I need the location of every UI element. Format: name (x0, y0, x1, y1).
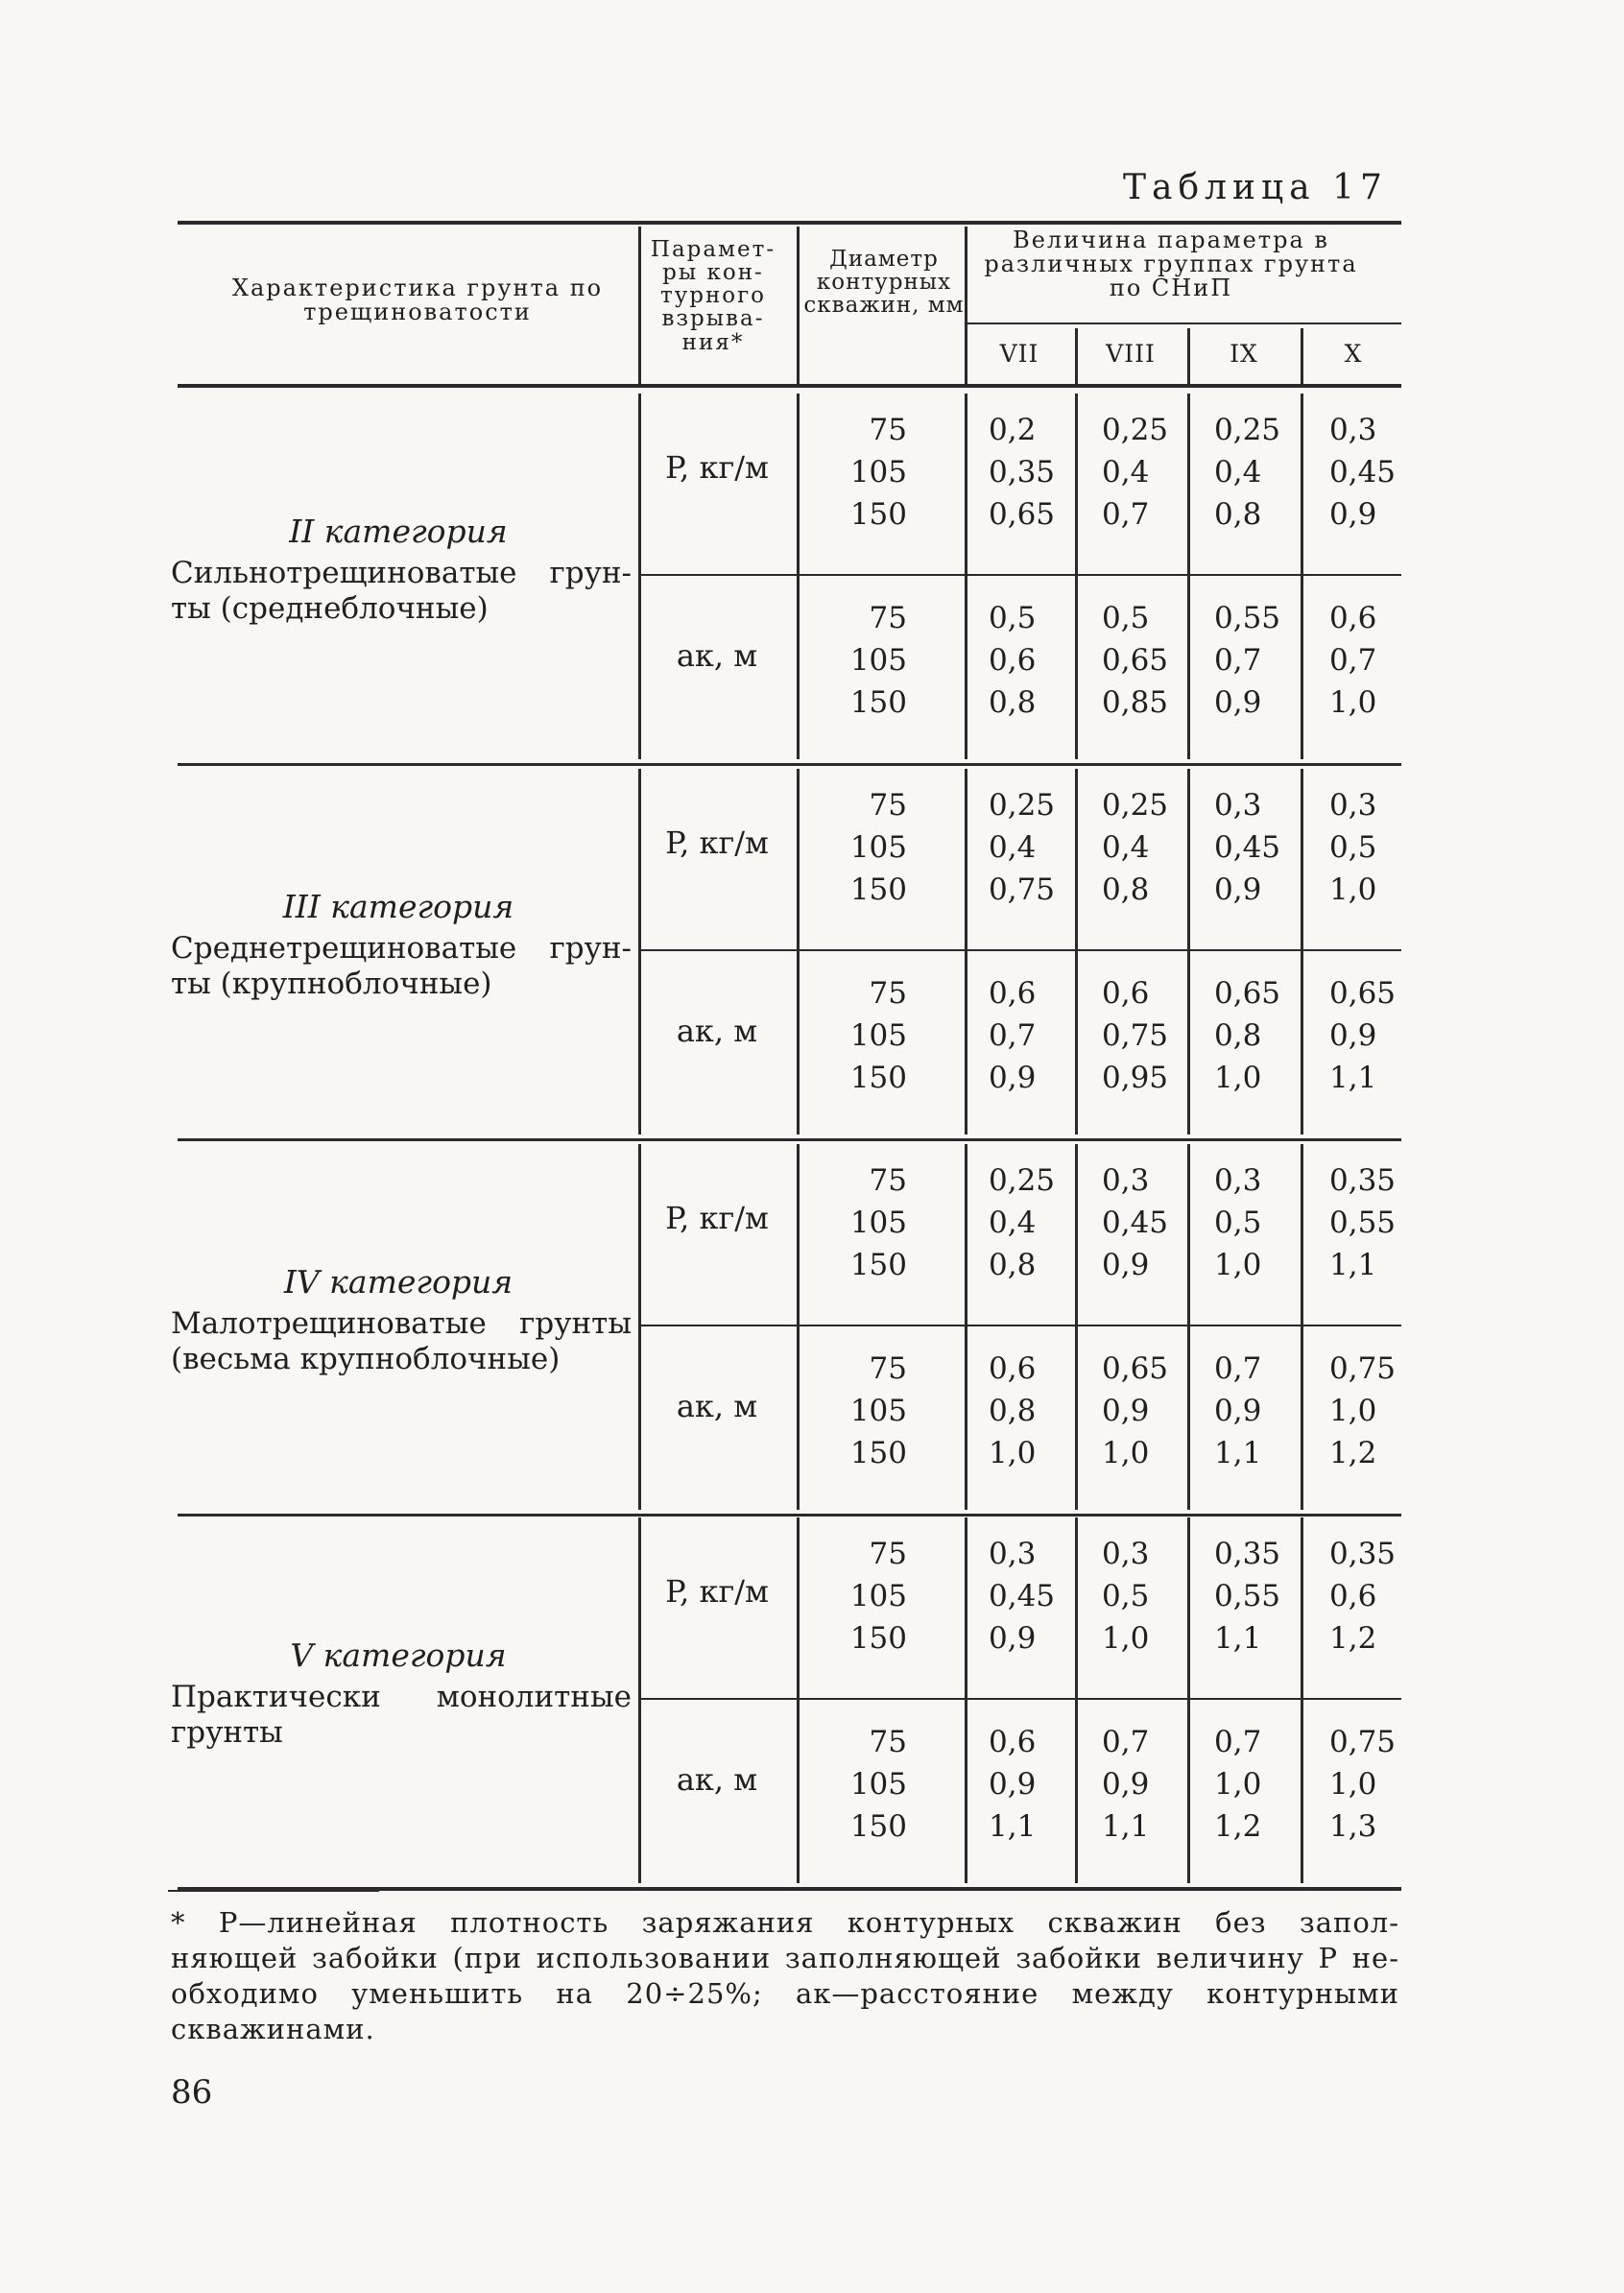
column-rule (965, 227, 967, 384)
value-cell: 0,45 (1214, 830, 1281, 865)
diameter-cell: 150 (849, 1621, 907, 1656)
column-rule (638, 1144, 641, 1510)
value-cell: 1,2 (1329, 1436, 1377, 1470)
value-cell: 0,65 (1102, 643, 1169, 678)
value-column (1329, 1721, 1425, 1848)
column-rule (1075, 328, 1078, 384)
value-column (1329, 1348, 1425, 1474)
value-cell: 0,6 (989, 643, 1037, 678)
value-cell: 0,45 (989, 1579, 1056, 1613)
value-cell: 0,9 (989, 1061, 1037, 1095)
diameter-cell: 150 (849, 1248, 907, 1282)
diameter-cell: 75 (869, 413, 907, 447)
value-column (1102, 784, 1198, 911)
value-cell: 0,3 (989, 1537, 1037, 1571)
column-rule (797, 769, 800, 1135)
column-rule (638, 1517, 641, 1883)
diameter-cell: 75 (869, 1537, 907, 1571)
group-label: VIII (1106, 340, 1156, 368)
column-rule (1301, 328, 1303, 384)
value-cell: 0,6 (1329, 1579, 1377, 1613)
value-cell: 0,9 (1102, 1248, 1150, 1282)
value-cell: 0,75 (1102, 1018, 1169, 1053)
category-description-line: Сильнотрещиноватые грун- (171, 556, 632, 590)
category-description-line: грунты (171, 1715, 283, 1751)
value-cell: 0,9 (1214, 1394, 1262, 1428)
value-cell: 1,2 (1329, 1621, 1377, 1656)
value-column (989, 784, 1085, 911)
value-cell: 1,1 (1214, 1621, 1262, 1656)
category-description-line: Среднетрещиноватые грун- (171, 931, 632, 966)
value-cell: 0,6 (989, 1351, 1037, 1386)
value-column (1214, 784, 1310, 911)
value-cell: 1,0 (989, 1436, 1037, 1470)
subgroup-rule (638, 1698, 1401, 1700)
diameter-cell: 105 (849, 1579, 907, 1613)
value-cell: 1,0 (1214, 1061, 1262, 1095)
column-rule (797, 227, 800, 384)
value-cell: 0,6 (989, 976, 1037, 1011)
value-cell: 1,1 (1214, 1436, 1262, 1470)
value-cell: 0,5 (1214, 1206, 1262, 1240)
value-cell: 0,9 (1102, 1767, 1150, 1802)
value-column (1102, 1348, 1198, 1474)
value-column (1329, 1159, 1425, 1286)
footnote (171, 1905, 1399, 2047)
value-cell: 0,25 (1102, 413, 1169, 447)
value-cell: 0,7 (1329, 643, 1377, 678)
value-column (1329, 972, 1425, 1099)
value-cell: 0,45 (1329, 455, 1397, 490)
value-cell: 0,5 (989, 601, 1037, 635)
diameter-cell: 150 (849, 1061, 907, 1095)
value-cell: 0,45 (1102, 1206, 1169, 1240)
value-column (989, 597, 1085, 724)
category-description (171, 556, 632, 627)
diameter-cell: 105 (849, 830, 907, 865)
value-column (1214, 1533, 1310, 1660)
value-cell: 0,7 (989, 1018, 1037, 1053)
diameter-cell: 75 (869, 976, 907, 1011)
column-rule (797, 394, 800, 759)
header-bottom-rule (178, 384, 1401, 388)
value-column (1102, 1159, 1198, 1286)
value-column (1102, 409, 1198, 536)
group-label: X (1344, 340, 1363, 368)
value-cell: 1,0 (1102, 1436, 1150, 1470)
value-cell: 1,1 (1102, 1809, 1150, 1844)
value-cell: 0,25 (1102, 788, 1169, 823)
subgroup-rule (638, 1325, 1401, 1326)
param-label: P, кг/м (665, 1200, 769, 1236)
diameter-cell: 105 (849, 643, 907, 678)
value-cell: 0,9 (1214, 872, 1262, 907)
header-sub-rule (965, 322, 1401, 324)
header-value: Величина параметра в различных группах грунта по СНиП (984, 227, 1358, 302)
diameter-cell: 75 (869, 788, 907, 823)
footnote-line: няющей забойки (при использовании заполняющей забойки величину P не- (171, 1942, 1399, 1974)
value-cell: 0,95 (1102, 1061, 1169, 1095)
value-cell: 0,6 (1102, 976, 1150, 1011)
value-cell: 1,0 (1329, 685, 1377, 720)
param-label: P, кг/м (665, 449, 769, 486)
footnote-line: скважинами. (171, 2013, 375, 2045)
value-cell: 1,1 (989, 1809, 1037, 1844)
value-cell: 0,5 (1102, 601, 1150, 635)
value-cell: 0,9 (1329, 497, 1377, 532)
value-cell: 0,3 (1102, 1163, 1150, 1198)
footnote-line: * P—линейная плотность заряжания контурных скважин без запол- (171, 1906, 1399, 1939)
diameter-values (801, 1159, 907, 1286)
diameter-cell: 75 (869, 1163, 907, 1198)
value-cell: 1,0 (1329, 1767, 1377, 1802)
value-cell: 1,1 (1329, 1248, 1377, 1282)
value-cell: 0,85 (1102, 685, 1169, 720)
value-cell: 0,4 (1102, 830, 1150, 865)
value-column (1102, 1533, 1198, 1660)
value-column (1102, 1721, 1198, 1848)
value-column (1214, 1159, 1310, 1286)
header-params: Парамет-ры кон-турного взрыва-ния* (650, 237, 776, 355)
value-cell: 0,8 (1214, 1018, 1262, 1053)
value-column (1102, 597, 1198, 724)
value-cell: 1,1 (1329, 1061, 1377, 1095)
value-cell: 0,9 (989, 1621, 1037, 1656)
value-cell: 0,2 (989, 413, 1037, 447)
diameter-cell: 105 (849, 1206, 907, 1240)
value-column (989, 1159, 1085, 1286)
diameter-values (801, 1348, 907, 1474)
category-description (171, 931, 632, 1002)
param-label: P, кг/м (665, 1573, 769, 1610)
value-column (989, 1533, 1085, 1660)
value-cell: 0,7 (1214, 643, 1262, 678)
diameter-cell: 75 (869, 1351, 907, 1386)
value-cell: 0,3 (1329, 788, 1377, 823)
value-cell: 0,8 (1102, 872, 1150, 907)
value-cell: 0,3 (1214, 788, 1262, 823)
value-cell: 0,35 (1214, 1537, 1281, 1571)
value-cell: 1,0 (1102, 1621, 1150, 1656)
subgroup-rule (638, 574, 1401, 576)
category-name: V категория (290, 1636, 507, 1674)
value-cell: 0,8 (1214, 497, 1262, 532)
diameter-cell: 105 (849, 1394, 907, 1428)
value-cell: 1,0 (1214, 1767, 1262, 1802)
value-cell: 0,9 (1102, 1394, 1150, 1428)
value-cell: 0,65 (1214, 976, 1281, 1011)
value-cell: 0,7 (1214, 1351, 1262, 1386)
value-cell: 0,7 (1102, 1725, 1150, 1759)
value-column (1214, 597, 1310, 724)
column-rule (965, 1517, 967, 1883)
value-column (1102, 972, 1198, 1099)
column-rule (965, 1144, 967, 1510)
table-title: Таблица 17 (1123, 168, 1388, 207)
value-cell: 1,3 (1329, 1809, 1377, 1844)
group-label: VII (999, 340, 1039, 368)
value-cell: 1,0 (1329, 1394, 1377, 1428)
diameter-cell: 150 (849, 497, 907, 532)
value-cell: 0,7 (1214, 1725, 1262, 1759)
category-rule (178, 1138, 1401, 1141)
footnote-rule (168, 1890, 379, 1892)
category-description-line: Малотрещиноватые грунты (171, 1306, 632, 1341)
value-cell: 0,4 (989, 830, 1037, 865)
diameter-cell: 150 (849, 1436, 907, 1470)
value-cell: 0,35 (1329, 1163, 1397, 1198)
value-cell: 0,25 (1214, 413, 1281, 447)
diameter-values (801, 784, 907, 911)
value-cell: 0,3 (1214, 1163, 1262, 1198)
value-column (989, 972, 1085, 1099)
value-cell: 0,25 (989, 788, 1056, 823)
header-diameter: Диаметр контурных скважин, мм (803, 247, 965, 319)
category-name: III категория (282, 888, 514, 925)
value-cell: 0,55 (1214, 1579, 1281, 1613)
value-column (989, 1348, 1085, 1474)
subgroup-rule (638, 949, 1401, 951)
header-characteristic: Характеристика грунта по трещиноватости (231, 275, 604, 326)
column-rule (638, 394, 641, 759)
value-cell: 1,0 (1214, 1248, 1262, 1282)
value-cell: 0,35 (1329, 1537, 1397, 1571)
value-cell: 0,7 (1102, 497, 1150, 532)
param-label: P, кг/м (665, 824, 769, 861)
diameter-cell: 105 (849, 455, 907, 490)
category-description (171, 1680, 632, 1751)
table-top-rule (178, 221, 1401, 225)
value-cell: 0,55 (1214, 601, 1281, 635)
column-rule (638, 227, 641, 384)
diameter-values (801, 972, 907, 1099)
footnote-line: обходимо уменьшить на 20÷25%; aк—расстояние между контурными (171, 1977, 1399, 2010)
value-cell: 0,75 (1329, 1351, 1397, 1386)
column-rule (797, 1144, 800, 1510)
category-description-line: (весьма крупноблочные) (171, 1342, 561, 1377)
group-label: IX (1230, 340, 1258, 368)
column-rule (965, 769, 967, 1135)
category-rule (178, 763, 1401, 766)
value-cell: 0,3 (1102, 1537, 1150, 1571)
value-cell: 0,8 (989, 1394, 1037, 1428)
diameter-cell: 105 (849, 1018, 907, 1053)
value-cell: 0,3 (1329, 413, 1377, 447)
param-label: aк, м (676, 637, 758, 674)
value-cell: 0,4 (1102, 455, 1150, 490)
value-column (1329, 784, 1425, 911)
value-cell: 0,8 (989, 1248, 1037, 1282)
value-column (1214, 409, 1310, 536)
category-description-line: Практически монолитные (171, 1680, 632, 1714)
value-column (1214, 972, 1310, 1099)
diameter-cell: 150 (849, 1809, 907, 1844)
value-cell: 0,5 (1329, 830, 1377, 865)
diameter-values (801, 1533, 907, 1660)
diameter-cell: 105 (849, 1767, 907, 1802)
page-number: 86 (171, 2073, 213, 2112)
category-description-line: ты (крупноблочные) (171, 967, 492, 1002)
diameter-cell: 75 (869, 1725, 907, 1759)
param-label: aк, м (676, 1013, 758, 1049)
value-cell: 0,75 (1329, 1725, 1397, 1759)
value-cell: 0,9 (1214, 685, 1262, 720)
column-rule (965, 394, 967, 759)
param-label: aк, м (676, 1388, 758, 1424)
value-cell: 0,8 (989, 685, 1037, 720)
value-cell: 0,65 (1329, 976, 1397, 1011)
value-cell: 0,65 (1102, 1351, 1169, 1386)
diameter-cell: 150 (849, 685, 907, 720)
value-column (1214, 1721, 1310, 1848)
diameter-values (801, 409, 907, 536)
column-rule (797, 1517, 800, 1883)
value-cell: 0,35 (989, 455, 1056, 490)
value-cell: 0,55 (1329, 1206, 1397, 1240)
value-cell: 0,65 (989, 497, 1056, 532)
value-cell: 0,6 (1329, 601, 1377, 635)
value-cell: 0,25 (989, 1163, 1056, 1198)
value-cell: 0,9 (1329, 1018, 1377, 1053)
diameter-values (801, 1721, 907, 1848)
value-column (1214, 1348, 1310, 1474)
value-cell: 1,0 (1329, 872, 1377, 907)
value-cell: 0,4 (989, 1206, 1037, 1240)
diameter-cell: 150 (849, 872, 907, 907)
value-column (1329, 1533, 1425, 1660)
category-rule (178, 1514, 1401, 1517)
value-cell: 0,5 (1102, 1579, 1150, 1613)
category-description (171, 1306, 632, 1377)
value-cell: 1,2 (1214, 1809, 1262, 1844)
value-cell: 0,9 (989, 1767, 1037, 1802)
value-column (1329, 597, 1425, 724)
value-column (989, 409, 1085, 536)
column-rule (1187, 328, 1190, 384)
value-column (989, 1721, 1085, 1848)
value-column (1329, 409, 1425, 536)
value-cell: 0,6 (989, 1725, 1037, 1759)
diameter-cell: 75 (869, 601, 907, 635)
diameter-values (801, 597, 907, 724)
value-cell: 0,75 (989, 872, 1056, 907)
category-name: II категория (289, 513, 508, 550)
category-description-line: ты (среднеблочные) (171, 591, 489, 627)
value-cell: 0,4 (1214, 455, 1262, 490)
category-name: IV категория (283, 1263, 513, 1301)
column-rule (638, 769, 641, 1135)
param-label: aк, м (676, 1761, 758, 1798)
